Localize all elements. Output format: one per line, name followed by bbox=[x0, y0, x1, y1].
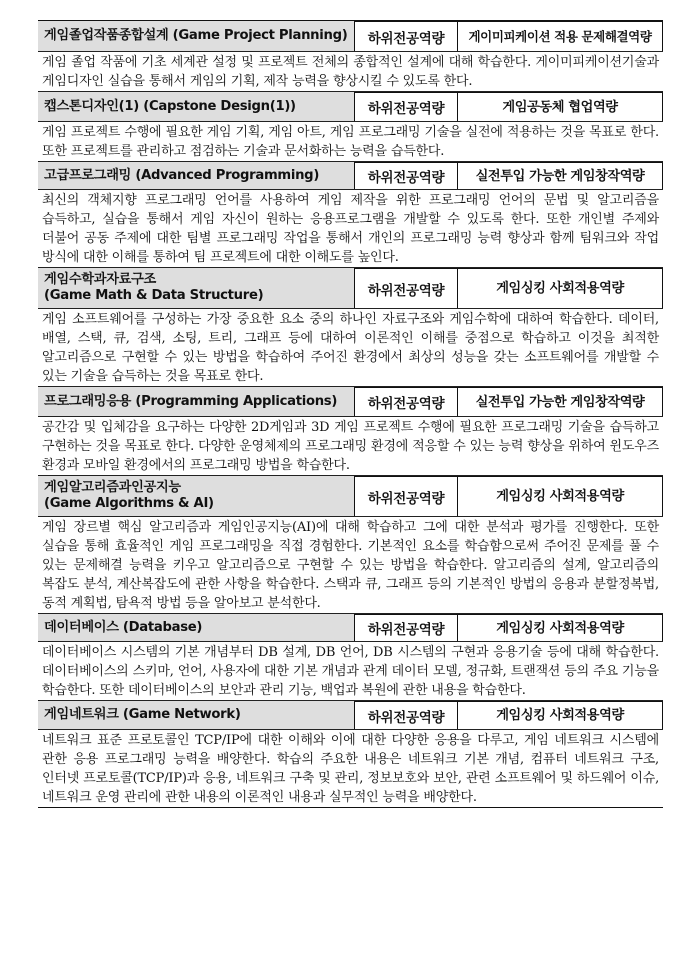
course-description: 게임 졸업 작품에 기초 세계관 설정 및 프로젝트 전체의 종합적인 설계에 대해 학습한다. 게이미피케이션기술과 게임디자인 실습을 통해서 게임의 기획, 제작 능력을 향상시킬 수 있도록 한다. bbox=[38, 51, 663, 91]
course-section bbox=[38, 700, 663, 808]
competency-value: 실전투입 가능한 게임창작역량 bbox=[458, 162, 663, 189]
course-title-line: 게임알고리즘과인공지능 bbox=[44, 480, 181, 495]
course-header-row bbox=[38, 476, 663, 516]
course-section bbox=[38, 475, 663, 613]
competency-label: 하위전공역량 bbox=[354, 21, 458, 51]
course-section bbox=[38, 267, 663, 386]
course-section bbox=[38, 161, 663, 267]
course-title: 데이터베이스 (Database) bbox=[44, 619, 203, 635]
course-description: 게임 장르별 핵심 알고리즘과 게임인공지능(AI)에 대해 학습하고 그에 대한 분석과 평가를 진행한다. 또한 실습을 통해 효율적인 게임 프로그래밍을 직접 경험한다. 기본적인 요소를 학습함으로써 주어진 문제를 풀 수 있는 문제해결 능력을 키우고 알고리즘으로 구현할 수 있는 방법을 학습한다. 알고리즘의 설계, 알고리즘의 복잡도 분석, 계산복잡도에 관한 사항을 학습한다. 스택과 큐, 그래프 등의 기본적인 방법의 응용과 분할정복법, 동적 계획법, 탐욕적 방법 등을 알아보고 분석한다. bbox=[38, 516, 663, 613]
competency-label: 하위전공역량 bbox=[354, 387, 458, 416]
course-description: 최신의 객체지향 프로그래밍 언어를 사용하여 게임 제작을 위한 프로그래밍 언어의 문법 및 알고리즘을 습득하고, 실습을 통해서 게임 자신이 원하는 응용프로그램을 개발할 수 있도록 한다. 또한 개인별 주제와 더불어 공동 주제에 대한 팀별 프로그래밍 작업을 통해서 개인의 프로그래밍 능력 향상과 함께 팀워크와 작업 방식에 대한 이해를 통하여 팀 프로젝트에 대한 이해도를 높인다. bbox=[38, 189, 663, 267]
course-description: 공간감 및 입체감을 요구하는 다양한 2D게임과 3D 게임 프로젝트 수행에 필요한 프로그래밍 기술을 습득하고 구현하는 것을 목표로 한다. 다양한 운영체제의 프로그래밍 환경에 적응할 수 있는 능력 향상을 위하여 윈도우즈 환경과 모바일 환경에서의 프로그래밍 방법을 학습한다. bbox=[38, 416, 663, 475]
course-title: 프로그래밍응용 (Programming Applications) bbox=[44, 393, 338, 409]
course-description: 게임 소프트웨어를 구성하는 가장 중요한 요소 중의 하나인 자료구조와 게임수학에 대하여 학습한다. 데이터, 배열, 스택, 큐, 검색, 소팅, 트리, 그래프 등에 대하여 이론적인 이해를 중점으로 학습하고 이것을 최적한 알고리즘으로 구현할 수 있는 방법을 학습하여 주어진 환경에서 최상의 성능을 갖는 소프트웨어를 개발할 수 있는 기술을 습득하는 것을 목표로 한다. bbox=[38, 308, 663, 386]
competency-label: 하위전공역량 bbox=[354, 614, 458, 641]
competency-value: 실전투입 가능한 게임창작역량 bbox=[458, 387, 663, 416]
competency-value: 게임싱킹 사회적용역량 bbox=[458, 701, 663, 729]
course-section bbox=[38, 20, 663, 91]
course-title: 고급프로그래밍 (Advanced Programming) bbox=[44, 167, 320, 183]
course-description: 게임 프로젝트 수행에 필요한 게임 기획, 게임 아트, 게임 프로그래밍 기술을 실전에 적용하는 것을 목표로 한다. 또한 프로젝트를 관리하고 점검하는 기술과 문서화하는 능력을 습득한다. bbox=[38, 121, 663, 161]
course-title: 캡스톤디자인(1) (Capstone Design(1)) bbox=[44, 98, 296, 114]
course-section bbox=[38, 91, 663, 161]
competency-label: 하위전공역량 bbox=[354, 268, 458, 308]
course-title: 게임졸업작품종합설계 (Game Project Planning) bbox=[44, 28, 348, 43]
course-title-line: (Game Math & Data Structure) bbox=[44, 288, 264, 303]
course-descriptions bbox=[38, 20, 663, 808]
competency-value: 게임싱킹 사회적용역량 bbox=[458, 476, 663, 516]
competency-label: 하위전공역량 bbox=[354, 701, 458, 729]
course-title bbox=[38, 268, 354, 308]
course-header-row bbox=[38, 614, 663, 641]
course-description: 네트워크 표준 프로토콜인 TCP/IP에 대한 이해와 이에 대한 다양한 응용을 다루고, 게임 네트워크 시스템에 관한 응용 프로그래밍 능력을 배양한다. 학습의 주요한 내용은 네트워크 기본 개념, 컴퓨터 네트워크 구조, 인터넷 프로토콜(TCP/IP)과 응용, 네트워크 구축 및 관리, 정보보호와 보안, 관련 소프트웨어 및 하드웨어 이슈, 네트워크 운영 관리에 관한 내용의 이론적인 내용과 실무적인 능력을 배양한다. bbox=[38, 729, 663, 808]
course-title: 게임네트워크 (Game Network) bbox=[44, 707, 241, 722]
course-title bbox=[38, 476, 354, 516]
competency-value: 게임싱킹 사회적용역량 bbox=[458, 614, 663, 641]
competency-value: 게이미피케이션 적용 문제해결역량 bbox=[458, 21, 663, 51]
course-header-row bbox=[38, 268, 663, 308]
competency-value: 게임싱킹 사회적용역량 bbox=[458, 268, 663, 308]
course-header-row bbox=[38, 387, 663, 416]
course-header-row bbox=[38, 162, 663, 189]
competency-label: 하위전공역량 bbox=[354, 92, 458, 121]
competency-label: 하위전공역량 bbox=[354, 476, 458, 516]
course-header-row bbox=[38, 92, 663, 121]
course-section bbox=[38, 386, 663, 475]
course-header-row bbox=[38, 21, 663, 51]
course-description: 데이터베이스 시스템의 기본 개념부터 DB 설계, DB 언어, DB 시스템의 구현과 응용기술 등에 대해 학습한다. 데이터베이스의 스키마, 언어, 사용자에 대한 기본 개념과 관계 데이터 모델, 정규화, 트랜잭션 등의 주요 기능을 학습한다. 또한 데이터베이스의 보안과 관리 기능, 백업과 복원에 관한 내용을 학습한다. bbox=[38, 641, 663, 700]
course-title-line: (Game Algorithms & AI) bbox=[44, 496, 214, 511]
competency-value: 게임공동체 협업역량 bbox=[458, 92, 663, 121]
competency-label: 하위전공역량 bbox=[354, 162, 458, 189]
course-header-row bbox=[38, 701, 663, 729]
course-title-line: 게임수학과자료구조 bbox=[44, 272, 156, 287]
course-section bbox=[38, 613, 663, 700]
